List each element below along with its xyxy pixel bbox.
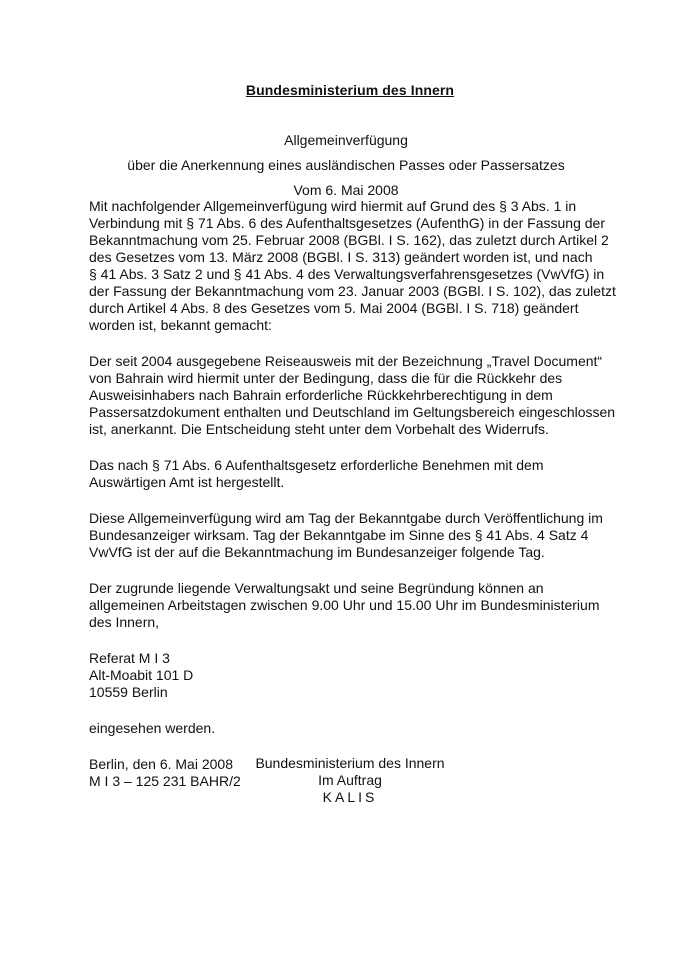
ministry-heading: Bundesministerium des Innern (245, 82, 455, 98)
paragraph-effective (89, 510, 609, 561)
paragraph-intro (89, 198, 616, 334)
reference-number: M I 3 – 125 231 BAHR/2 (89, 773, 241, 789)
text-line: Auswärtigen Amt ist hergestellt. (89, 474, 285, 490)
text-line: der Fassung der Bekanntmachung vom 23. Januar 2003 (BGBl. I S. 102), das zuletzt (89, 283, 616, 299)
title-line-2: über die Anerkennung eines ausländischen Passes oder Passersatzes (127, 157, 565, 173)
text-line: Ausweisinhabers nach Bahrain erforderliche Rückkehrberechtigung in dem (89, 387, 553, 403)
text-line: Der zugrunde liegende Verwaltungsakt und seine Begründung können an (89, 580, 544, 596)
paragraph-inspection (89, 580, 609, 631)
text-line: worden ist, bekannt gemacht: (89, 317, 272, 333)
text-line: Das nach § 71 Abs. 6 Aufenthaltsgesetz erforderliche Benehmen mit dem (89, 457, 544, 473)
text-line: des Innern, (89, 614, 160, 630)
paragraph-closing (89, 720, 609, 737)
text-line: eingesehen werden. (89, 720, 216, 736)
text-line: Mit nachfolgender Allgemeinverfügung wird hiermit auf Grund des § 3 Abs. 1 in (89, 198, 577, 214)
text-line: des Gesetzes vom 13. März 2008 (BGBl. I S. 313) geändert worden ist, und nach (89, 249, 593, 265)
title-date: Vom 6. Mai 2008 (293, 182, 399, 198)
signature-ministry: Bundesministerium des Innern (255, 755, 445, 771)
signature-block (250, 755, 450, 806)
text-line: Verbindung mit § 71 Abs. 6 des Aufenthaltsgesetzes (AufenthG) in der Fassung der (89, 215, 605, 231)
text-line: VwVfG ist der auf die Bekanntmachung im Bundesanzeiger folgende Tag. (89, 544, 545, 560)
signature-name: KALIS (322, 789, 378, 805)
body-text (89, 198, 616, 809)
text-line: Passersatzdokument enthalten und Deutschland im Geltungsbereich eingeschlossen (89, 404, 616, 420)
address-line: 10559 Berlin (89, 684, 168, 700)
paragraph-recognition (89, 353, 616, 438)
title-line-1: Allgemeinverfügung (284, 132, 408, 148)
place-date: Berlin, den 6. Mai 2008 (89, 756, 233, 772)
text-line: durch Artikel 4 Abs. 8 des Gesetzes vom 5. Mai 2004 (BGBl. I S. 718) geändert (89, 300, 579, 316)
signature-on-behalf: Im Auftrag (318, 772, 382, 788)
title-block (0, 128, 692, 203)
text-line: von Bahrain wird hiermit unter der Bedingung, dass die für die Rückkehr des (89, 370, 563, 386)
paragraph-consultation (89, 457, 609, 491)
text-line: Der seit 2004 ausgegebene Reiseausweis mit der Bezeichnung „Travel Document“ (89, 353, 603, 369)
text-line: Bundesanzeiger wirksam. Tag der Bekanntgabe im Sinne des § 41 Abs. 4 Satz 4 (89, 527, 589, 543)
text-line: ist, anerkannt. Die Entscheidung steht unter dem Vorbehalt des Widerrufs. (89, 421, 549, 437)
address-line: Alt-Moabit 101 D (89, 667, 194, 683)
address-line: Referat M I 3 (89, 650, 170, 666)
text-line: allgemeinen Arbeitstagen zwischen 9.00 Uhr und 15.00 Uhr im Bundesministerium (89, 597, 600, 613)
text-line: Bekanntmachung vom 25. Februar 2008 (BGBl. I S. 162), das zuletzt durch Artikel 2 (89, 232, 609, 248)
text-line: § 41 Abs. 3 Satz 2 und § 41 Abs. 4 des Verwaltungsverfahrensgesetzes (VwVfG) in (89, 266, 605, 282)
address-block (89, 650, 609, 701)
text-line: Diese Allgemeinverfügung wird am Tag der Bekanntgabe durch Veröffentlichung im (89, 510, 603, 526)
